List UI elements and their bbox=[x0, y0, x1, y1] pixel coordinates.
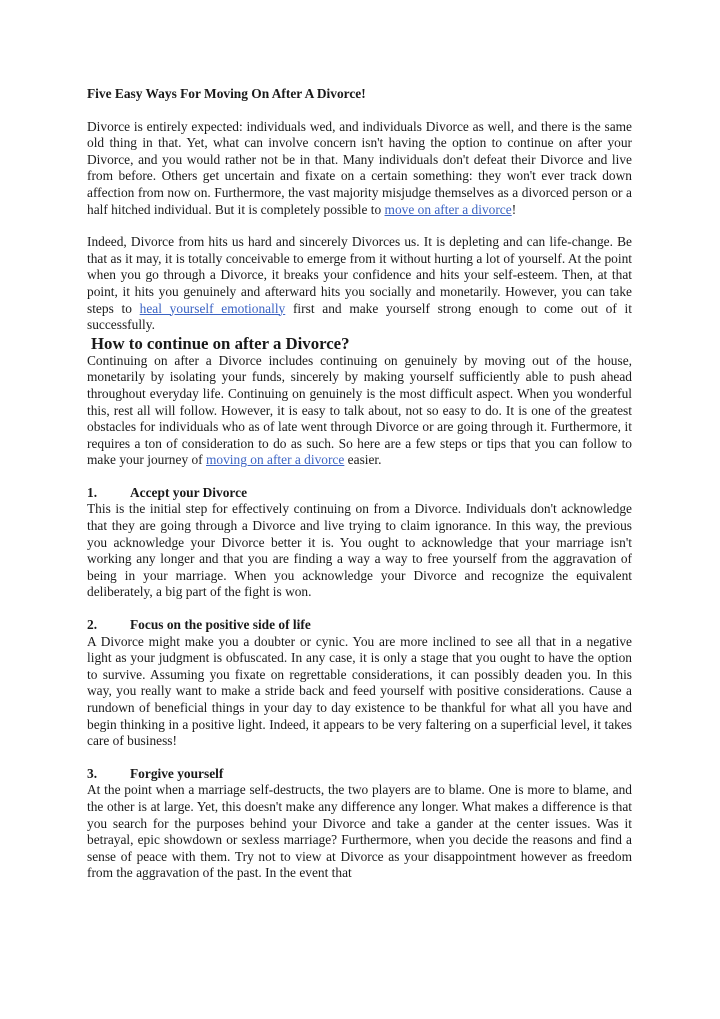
step-number: 3. bbox=[87, 765, 98, 781]
step-title: Focus on the positive side of life bbox=[130, 617, 311, 633]
step-text: This is the initial step for effectively continuing on from a Divorce. Individuals don't acknowledge that they are going through a Divorce and live trying to claim ignorance. In this way, the previous you acknowledge your Divorce better it is. You ought to acknowledge that your marriage isn't working any longer and that you are finding a way a way to free yourself from the aggravation of being in your marriage. When you acknowledge your Divorce and recognize the equivalent deliberately, a big part of the fight is won. bbox=[87, 501, 632, 600]
step-number: 1. bbox=[87, 484, 98, 500]
intro-paragraph bbox=[87, 119, 632, 219]
section-heading: How to continue on after a Divorce? bbox=[91, 333, 350, 353]
third-text: Continuing on after a Divorce includes continuing on genuinely by moving out of the house, monetarily by isolating your funds, sincerely by making yourself sufficiently able to push ahead throughout everyday life. Continuing on genuinely is the most difficult aspect. When you wonderful this, rest all will follow. However, it is easy to talk about, not so easy to do. It is one of the greatest obstacles for individuals who as of late went through Divorce or are going through it. Furthermore, it requires a ton of consideration to do as such. So here are a few steps or tips that you can follow to make your journey of bbox=[87, 352, 632, 468]
move-on-link[interactable]: move on after a divorce bbox=[384, 201, 512, 217]
second-paragraph bbox=[87, 234, 632, 334]
third-paragraph bbox=[87, 353, 632, 469]
step-text: A Divorce might make you a doubter or cynic. You are more inclined to see all that in a negative light as your judgment is obfuscated. In any case, it is only a stage that you ought to have the option to survive. Assuming you fixate on regrettable considerations, it can possibly deaden you. In this way, you really want to make a stride back and feed yourself with positive considerations. Cause a rundown of beneficial things in your day to day existence to be thankful for what all you have and begin thinking in a positive light. Indeed, it appears to be very faltering on a superficial level, it takes care of business! bbox=[87, 633, 632, 749]
step-title: Accept your Divorce bbox=[130, 484, 248, 500]
step-section bbox=[87, 617, 632, 750]
step-section bbox=[87, 485, 632, 601]
third-text-end: easier. bbox=[344, 452, 382, 468]
heal-yourself-link[interactable]: heal yourself emotionally bbox=[139, 300, 286, 316]
step-section bbox=[87, 766, 632, 882]
step-heading bbox=[87, 617, 632, 634]
step-heading bbox=[87, 766, 632, 783]
step-number: 2. bbox=[87, 617, 98, 633]
intro-text: Divorce is entirely expected: individuals wed, and individuals Divorce as well, and there is the same old thing in that. Yet, what can involve concern isn't having the option to continue on after your Divorce, and you would rather not be in that. Many individuals don't defeat their Divorce and live from before. Others get uncertain and fixate on a certain something: they won't ever track down affection from now on. Furthermore, the vast majority misjudge themselves as a divorced person or a half hitched individual. But it is completely possible to bbox=[87, 118, 632, 217]
second-text: Indeed, Divorce from hits us hard and sincerely Divorces us. It is depleting and can life-change. Be that as it may, it is totally conceivable to emerge from it without hurting a lot of yourself. At the point when you go through a Divorce, it breaks your confidence and hits your self-esteem. Then, at that point, it hits you genuinely and afterward hits you socially and monetarily. However, you can take steps to bbox=[87, 234, 632, 316]
moving-on-link[interactable]: moving on after a divorce bbox=[206, 452, 345, 468]
step-title: Forgive yourself bbox=[130, 765, 224, 781]
second-text-end: first and make yourself strong enough to come out of it successfully. bbox=[87, 300, 632, 333]
document-page bbox=[87, 86, 632, 898]
step-heading bbox=[87, 485, 632, 502]
step-text: At the point when a marriage self-destructs, the two players are to blame. One is more to blame, and the other is at large. Yet, this doesn't make any difference any longer. What makes a difference is that you search for the purposes behind your Divorce and take a gander at the center issues. Was it betrayal, epic showdown or sexless marriage? Furthermore, when you decide the reasons and find a sense of peace with them. Try not to view at Divorce as your disappointment however as freedom from the aggravation of the past. In the event that bbox=[87, 782, 632, 881]
document-title: Five Easy Ways For Moving On After A Divorce! bbox=[87, 86, 366, 101]
intro-text-end: ! bbox=[511, 201, 517, 217]
